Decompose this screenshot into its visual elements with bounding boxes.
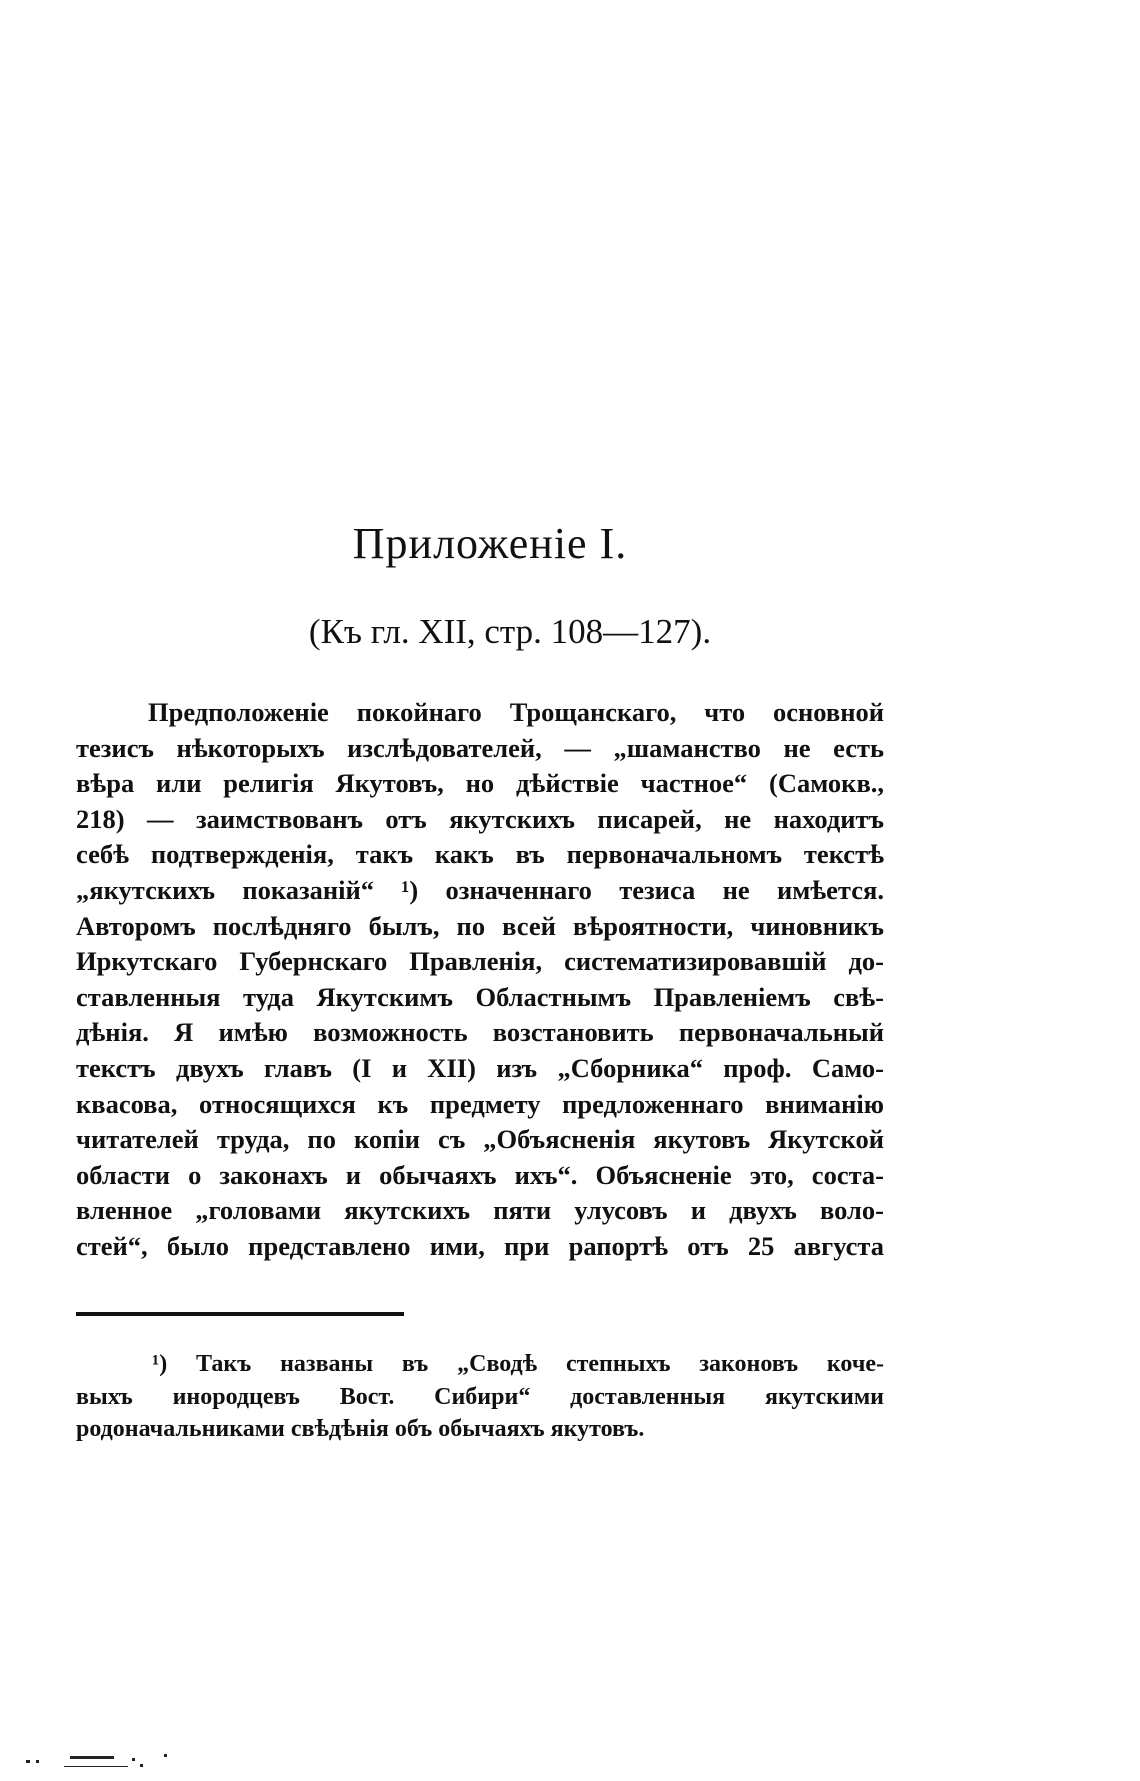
main-paragraph	[76, 695, 884, 1265]
chapter-reference: (Къ гл. XII, стр. 108—127).	[308, 612, 712, 651]
text-line: квасова, относящихся къ предмету предложеннаго вниманію	[76, 1088, 884, 1119]
footnote-line: ¹) Такъ названы въ „Сводѣ степныхъ законовъ коче-	[152, 1351, 884, 1377]
text-line: Иркутскаго Губернскаго Правленія, систематизировавшій до-	[76, 946, 884, 977]
text-line: вѣра или религія Якутовъ, но дѣйствіе частное“ (Самокв.,	[76, 768, 884, 799]
text-line: „якутскихъ показаній“ ¹) означеннаго тезиса не имѣется.	[76, 874, 884, 905]
text-line: текстъ двухъ главъ (I и XII) изъ „Сборника“ проф. Само-	[76, 1052, 884, 1083]
text-line: тезисъ нѣкоторыхъ изслѣдователей, — „шаманство не есть	[76, 732, 884, 763]
text-line: дѣнія. Я имѣю возможность возстановить первоначальный	[76, 1017, 884, 1048]
text-line: 218) — заимствованъ отъ якутскихъ писарей, не находитъ	[76, 803, 884, 834]
footnote-line: родоначальниками свѣдѣнія объ обычаяхъ якутовъ.	[76, 1416, 645, 1442]
text-line: стей“, было представлено ими, при рапортѣ отъ 25 августа	[76, 1230, 884, 1261]
text-line: вленное „головами якутскихъ пяти улусовъ и двухъ воло-	[76, 1195, 884, 1226]
text-line: ставленныя туда Якутскимъ Областнымъ Правленіемъ свѣ-	[76, 981, 884, 1012]
footnote	[76, 1348, 884, 1446]
footnote-separator	[76, 1312, 404, 1316]
footnote-line: выхъ инородцевъ Вост. Сибири“ доставленныя якутскими	[76, 1383, 884, 1410]
text-line: читателей труда, по копіи съ „Объясненія якутовъ Якутской	[76, 1124, 884, 1155]
appendix-title: Приложеніе I.	[352, 519, 628, 568]
text-line: Авторомъ послѣдняго былъ, по всей вѣроятности, чиновникъ	[76, 910, 884, 941]
printer-marks	[24, 1752, 184, 1772]
text-line: Предположеніе покойнаго Трощанскаго, что основной	[148, 697, 884, 727]
text-line: себѣ подтвержденія, такъ какъ въ первоначальномъ текстѣ	[76, 839, 884, 870]
text-line: области о законахъ и обычаяхъ ихъ“. Объясненіе это, соста-	[76, 1159, 884, 1190]
